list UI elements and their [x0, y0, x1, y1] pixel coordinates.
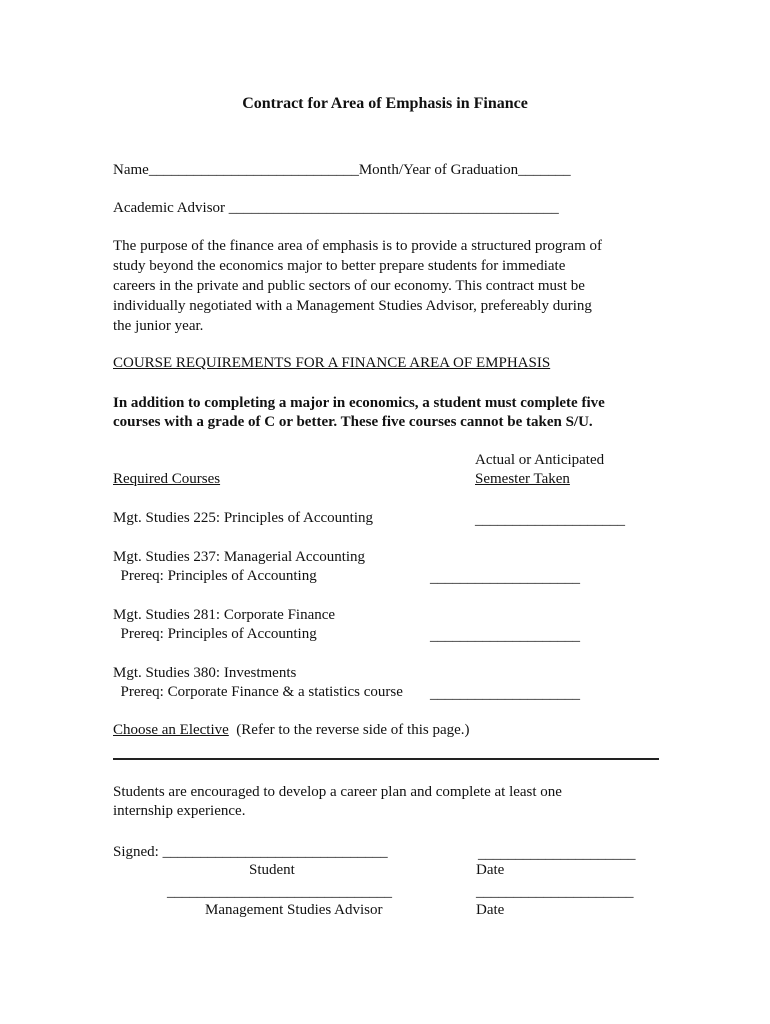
advisor-date-label: Date: [476, 902, 505, 918]
required-courses-header: Required Courses: [113, 471, 221, 487]
student-date-label: Date: [476, 862, 505, 878]
requirements-line: In addition to completing a major in economics, a student must complete five: [113, 395, 605, 411]
course-281-semester-blank[interactable]: ____________________: [430, 628, 580, 644]
course-237-semester-blank[interactable]: ____________________: [430, 570, 580, 586]
name-graduation-field[interactable]: Name____________________________Month/Year of Graduation_______: [113, 162, 571, 178]
course-380-semester-blank[interactable]: ____________________: [430, 686, 580, 702]
semester-header-line1: Actual or Anticipated: [475, 452, 605, 468]
signed-label: Signed:: [113, 844, 163, 860]
student-date-blank[interactable]: _____________________: [478, 846, 636, 862]
course-281-prereq: Prereq: Principles of Accounting: [113, 626, 317, 642]
advisor-date-blank[interactable]: _____________________: [476, 884, 634, 900]
signed-row: [113, 842, 388, 862]
purpose-line: study beyond the economics major to better prepare students for immediate: [113, 258, 566, 274]
course-225-semester-blank[interactable]: ____________________: [475, 512, 625, 528]
course-237: Mgt. Studies 237: Managerial Accounting: [113, 549, 366, 565]
semester-header-line2: Semester Taken: [475, 471, 570, 487]
section-divider: [113, 758, 659, 760]
student-label: Student: [249, 862, 295, 878]
course-380: Mgt. Studies 380: Investments: [113, 665, 297, 681]
elective-row: [113, 720, 470, 740]
encourage-line: Students are encouraged to develop a career plan and complete at least one: [113, 784, 562, 800]
course-281: Mgt. Studies 281: Corporate Finance: [113, 607, 336, 623]
purpose-line: careers in the private and public sectors of our economy. This contract must be: [113, 278, 585, 294]
advisor-label: Management Studies Advisor: [205, 902, 383, 918]
requirements-line: courses with a grade of C or better. These five courses cannot be taken S/U.: [113, 414, 593, 430]
purpose-line: The purpose of the finance area of emphasis is to provide a structured program of: [113, 238, 602, 254]
course-237-prereq: Prereq: Principles of Accounting: [113, 568, 317, 584]
student-signature-blank[interactable]: ______________________________: [162, 844, 388, 860]
course-225: Mgt. Studies 225: Principles of Accounting: [113, 510, 373, 526]
purpose-paragraph: [113, 236, 658, 336]
purpose-line: the junior year.: [113, 318, 204, 334]
course-380-prereq: Prereq: Corporate Finance & a statistics course: [113, 684, 403, 700]
requirements-heading: COURSE REQUIREMENTS FOR A FINANCE AREA OF EMPHASIS: [113, 355, 551, 371]
document-title: Contract for Area of Emphasis in Finance: [242, 95, 528, 112]
advisor-signature-blank[interactable]: ______________________________: [167, 884, 392, 900]
elective-note: (Refer to the reverse side of this page.): [228, 722, 470, 738]
choose-elective-label: Choose an Elective: [113, 722, 229, 738]
purpose-line: individually negotiated with a Management Studies Advisor, prefereably during: [113, 298, 592, 314]
academic-advisor-field[interactable]: Academic Advisor ____________________________________________: [113, 200, 559, 216]
encourage-line: internship experience.: [113, 803, 246, 819]
